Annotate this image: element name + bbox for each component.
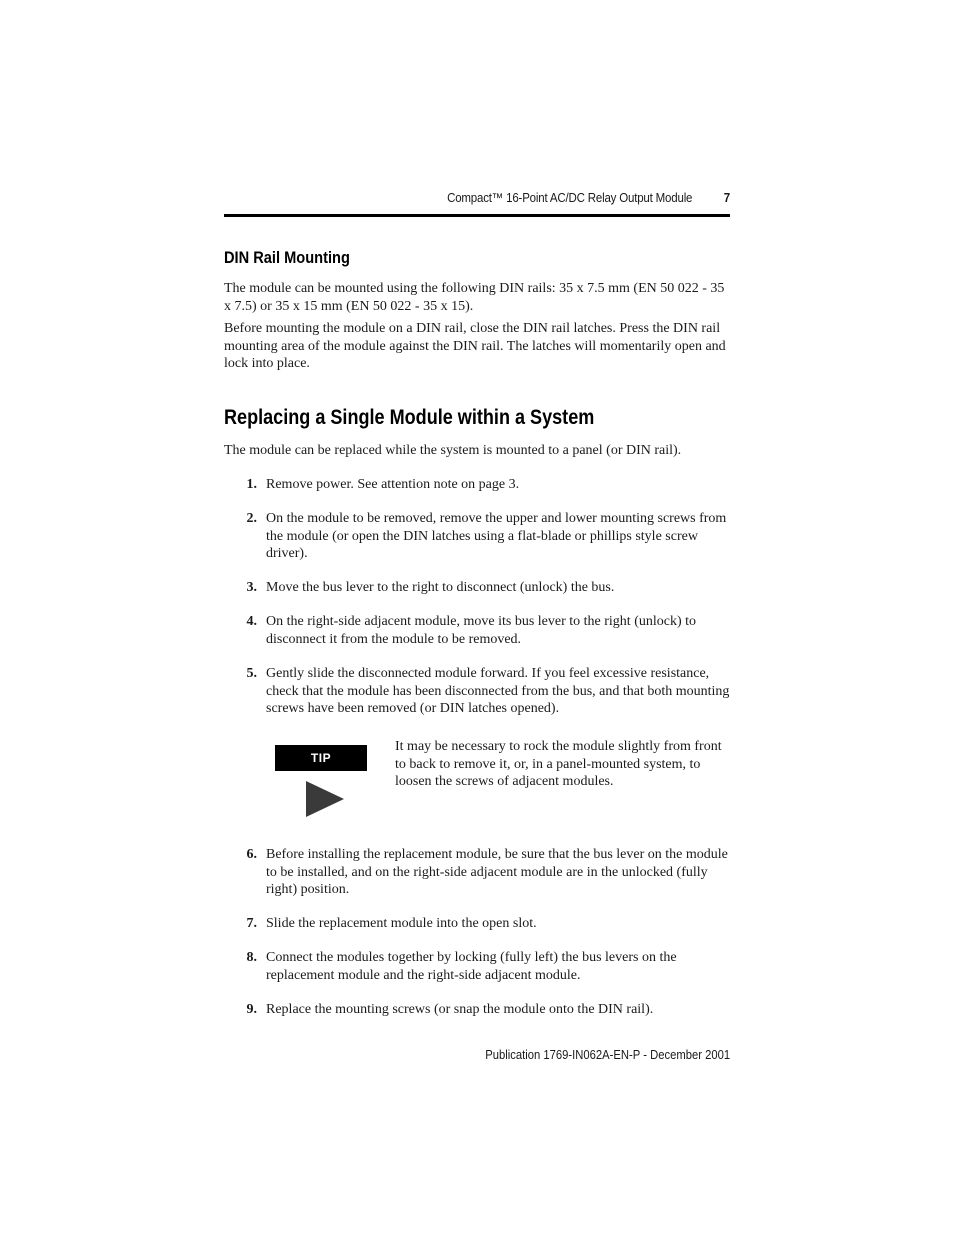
- step-text: Move the bus lever to the right to disconnect (unlock) the bus.: [266, 580, 615, 595]
- page-number: 7: [723, 191, 730, 205]
- step-text: Gently slide the disconnected module forward. If you feel excessive resistance, check that the module has been disconnected from the bus, and that both mounting screws have been removed (or DIN latches opened).: [266, 666, 730, 716]
- din-paragraph-1: The module can be mounted using the following DIN rails: 35 x 7.5 mm (EN 50 022 - 35 x 7.5) or 35 x 15 mm (EN 50 022 - 35 x 15).: [224, 281, 725, 314]
- step-number: 9.: [246, 1002, 257, 1017]
- step-number: 1.: [246, 477, 257, 492]
- replace-intro: The module can be replaced while the system is mounted to a panel (or DIN rail).: [224, 443, 682, 458]
- step-number: 7.: [246, 916, 257, 931]
- step-number: 6.: [246, 847, 257, 862]
- replacing-module-heading: Replacing a Single Module within a System: [224, 406, 595, 429]
- step-text: Remove power. See attention note on page 3.: [266, 477, 520, 492]
- step-text: On the right-side adjacent module, move its bus lever to the right (unlock) to disconnect it from the module to be removed.: [266, 614, 697, 647]
- publication-footer: Publication 1769-IN062A-EN-P - December 2001: [485, 1048, 730, 1062]
- step-number: 5.: [246, 666, 257, 681]
- step-text: Before installing the replacement module, be sure that the bus lever on the module to be installed, and on the right-side adjacent module are in the unlocked (fully right) position.: [266, 847, 728, 897]
- step-number: 4.: [246, 614, 257, 629]
- play-arrow-icon: [306, 781, 344, 817]
- step-text: Slide the replacement module into the open slot.: [266, 916, 537, 931]
- step-text: On the module to be removed, remove the upper and lower mounting screws from the module (or open the DIN latches using a flat-blade or phillips style screw driver).: [266, 511, 727, 561]
- tip-badge: TIP: [275, 745, 367, 771]
- running-title: Compact™ 16-Point AC/DC Relay Output Module: [447, 191, 693, 205]
- tip-text: It may be necessary to rock the module slightly from front to back to remove it, or, in a panel-mounted system, to loosen the screws of adjacent modules.: [395, 739, 722, 789]
- header-rule: [224, 214, 730, 217]
- step-text: Connect the modules together by locking (fully left) the bus levers on the replacement module and the right-side adjacent module.: [266, 950, 677, 983]
- din-rail-heading: DIN Rail Mounting: [224, 248, 350, 267]
- step-number: 3.: [246, 580, 257, 595]
- running-header: [264, 191, 730, 211]
- step-number: 8.: [246, 950, 257, 965]
- step-number: 2.: [246, 511, 257, 526]
- step-text: Replace the mounting screws (or snap the module onto the DIN rail).: [266, 1002, 654, 1017]
- din-paragraph-2: Before mounting the module on a DIN rail, close the DIN rail latches. Press the DIN rail mounting area of the module against the DIN rail. The latches will momentarily open and lock into place.: [224, 321, 726, 371]
